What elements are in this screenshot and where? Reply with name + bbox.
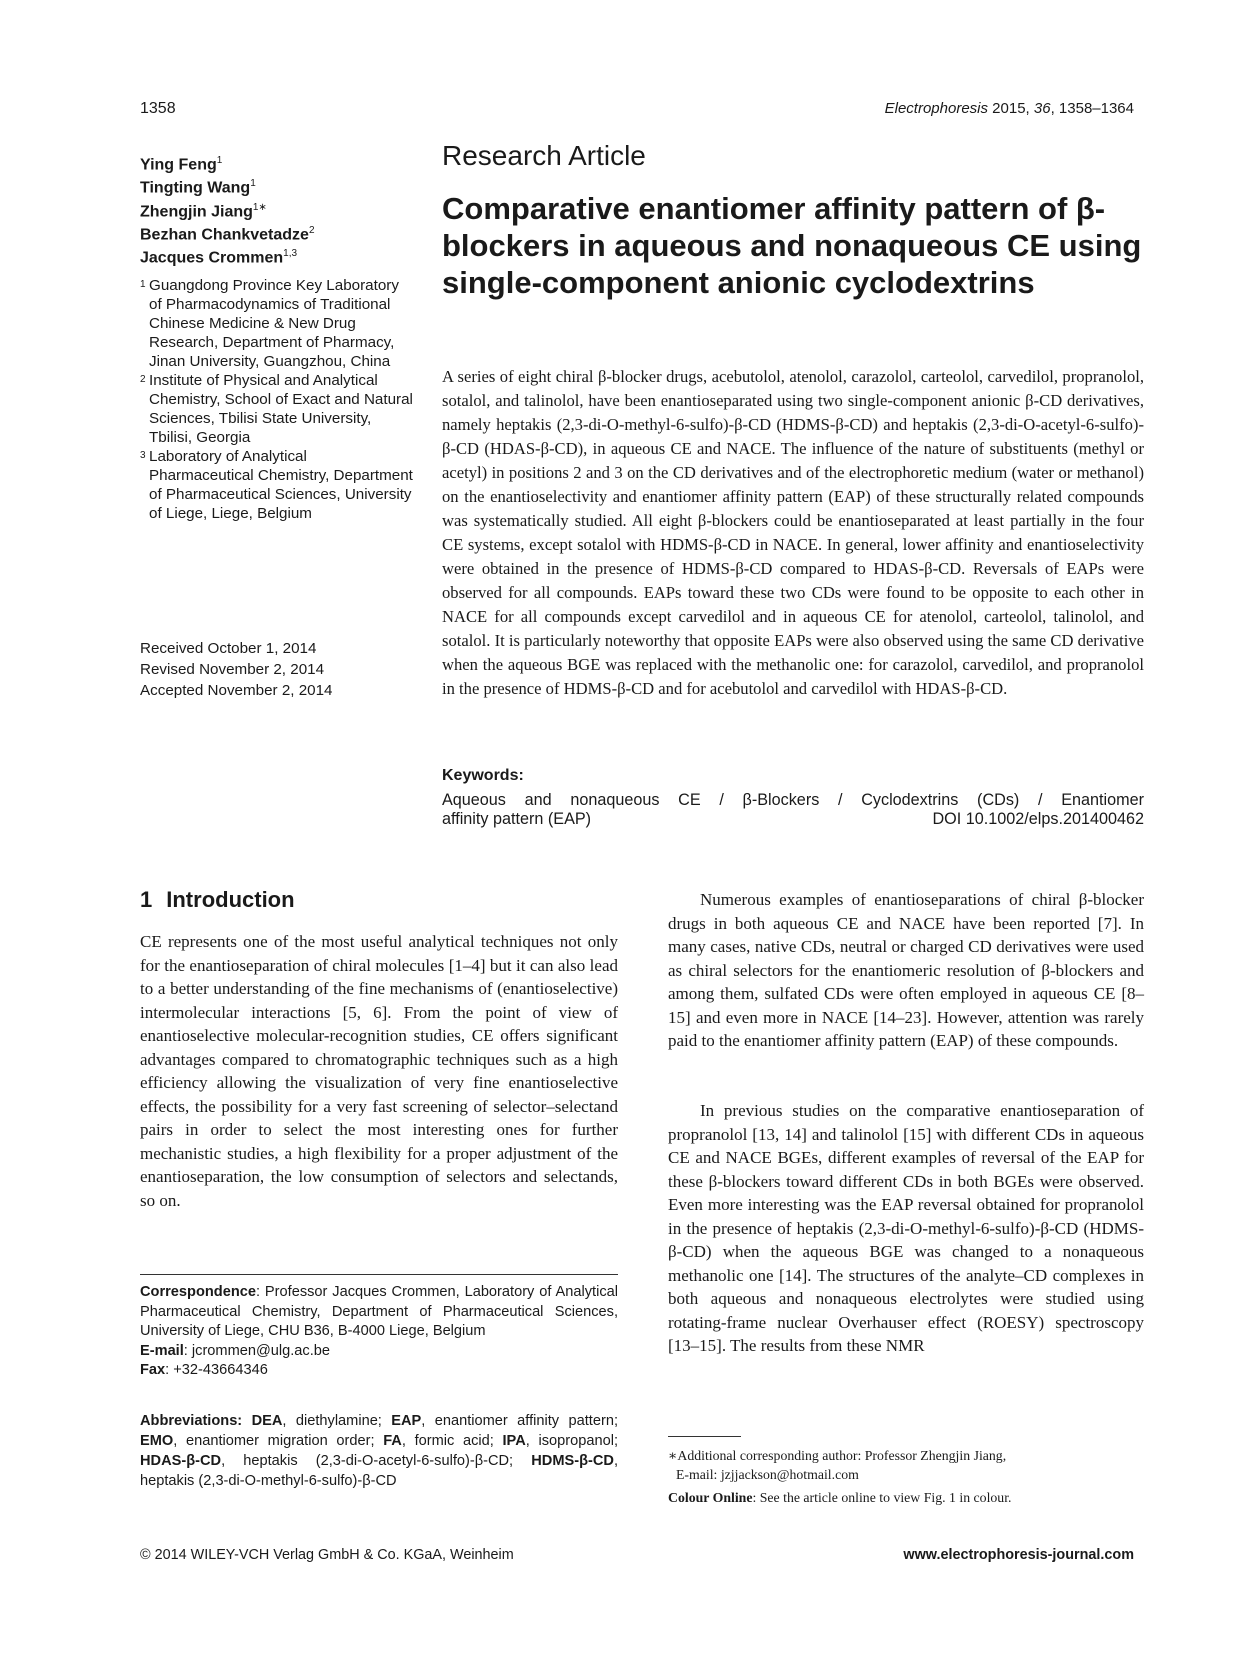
article-title: Comparative enantiomer affinity pattern of β-blockers in aqueous and nonaqueous CE using single-component anionic cyclodextrins: [442, 191, 1142, 300]
page-number: 1358: [140, 100, 176, 117]
section-number: 1: [140, 887, 153, 912]
footnote-corresponding: ∗Additional corresponding author: Professor Zhengjin Jiang, E-mail: jzjjackson@hotmail.com: [668, 1446, 1144, 1484]
article-dates: [140, 638, 333, 701]
author: Jacques Crommen$^{1,3}$: [140, 248, 298, 267]
divider: [140, 1274, 618, 1275]
email: : jcrommen@ulg.ac.be: [183, 1342, 331, 1359]
journal-name: Electrophoresis: [884, 100, 989, 117]
journal-volume: 36: [1033, 100, 1051, 117]
affiliation-list: [140, 276, 415, 523]
email-label: E-mail: [140, 1342, 184, 1359]
article-type: Research Article: [442, 140, 646, 171]
author: Bezhan Chankvetadze$^2$: [140, 224, 315, 244]
section-heading: [140, 887, 295, 913]
body-paragraph: CE represents one of the most useful analytical techniques not only for the enantioseparation of chiral molecules [1–4] but it can also lead to a better understanding of the fine mechanisms of (enantioselective) intermolecular interactions [5, 6]. From the point of view of enantioselective molecular-recognition studies, CE offers significant advantages compared to chromatographic techniques such as a high efficiency allowing the visualization of very fine enantioselective effects, the possibility for a very fast screening of selector–selectand pairs in order to select the most interesting ones for further mechanistic studies, a high flexibility for a proper adjustment of the enantioseparation, the low consumption of selectors and selectands, so on.: [140, 932, 618, 1210]
abstract: A series of eight chiral β-blocker drugs, acebutolol, atenolol, carazolol, carteolol, carvedilol, propranolol, sotalol, and talinolol, have been enantioseparated using two single-component anionic β-CD derivatives, namely heptakis (2,3-di-O-methyl-6-sulfo)-β-CD (HDMS-β-CD) and heptakis (2,3-di-O-acetyl-6-sulfo)-β-CD (HDAS-β-CD), in aqueous CE and NACE. The influence of the nature of substituents (methyl or acetyl) in positions 2 and 3 on the CD derivatives and of the electrophoretic medium (water or methanol) on the enantioselectivity and enantiomer affinity pattern (EAP) of these structurally related compounds was systematically studied. All eight β-blockers could be enantioseparated at least partially in the four CE systems, except sotalol with HDMS-β-CD in NACE. In general, lower affinity and enantioselectivity were obtained in the presence of HDMS-β-CD compared to HDAS-β-CD. Reversals of EAPs were observed for all compounds. EAPs toward these two CDs were found to be opposite to each other in NACE for all compounds except carvedilol and in aqueous CE for atenolol, carteolol, talinolol, and sotalol. It is particularly noteworthy that opposite EAPs were also observed using the same CD derivative when the aqueous BGE was replaced with the methanolic one: for carazolol, carvedilol, and propranolol in the presence of HDMS-β-CD and for acebutolol and carvedilol with HDAS-β-CD.: [442, 367, 1144, 698]
journal-website-link[interactable]: www.electrophoresis-journal.com: [903, 1547, 1134, 1563]
footnote-divider: [668, 1436, 741, 1437]
date-received: Received October 1, 2014: [140, 640, 317, 657]
fax-label: Fax: [140, 1362, 166, 1378]
keywords-text: affinity pattern (EAP): [442, 810, 592, 828]
author: Zhengjin Jiang$^{1∗}$: [140, 201, 267, 220]
affiliation: 3 Laboratory of Analytical Pharmaceutical Chemistry, Department of Pharmaceutical Sciences, University of Liege, Liege, Belgium: [140, 448, 413, 522]
section-title: Introduction: [166, 887, 295, 912]
date-revised: Revised November 2, 2014: [140, 661, 325, 678]
doi: DOI 10.1002/elps.201400462: [932, 810, 1144, 828]
author: Ying Feng$^1$: [140, 155, 223, 174]
affiliation: 1 Guangdong Province Key Laboratory of Pharmacodynamics of Traditional Chinese Medicine & New Drug Research, Department of Pharmacy, Jinan University, Guangzhou, China: [140, 277, 399, 370]
journal-citation: [885, 100, 1134, 117]
abbreviations-label: Abbreviations:: [140, 1413, 243, 1429]
author-list: [140, 151, 420, 268]
affiliation: 2 Institute of Physical and Analytical Chemistry, School of Exact and Natural Sciences, Tbilisi State University, Tbilisi, Georgia: [140, 372, 413, 446]
keywords-line: [442, 810, 1144, 829]
correspondence-label: Correspondence: [140, 1284, 256, 1300]
body-paragraph: Numerous examples of enantioseparations of chiral β-blocker drugs in both aqueous CE and NACE have been reported [7]. In many cases, native CDs, neutral or charged CD derivatives were used as chiral selectors for the enantiomeric resolution of β-blockers and among them, sulfated CDs were often employed in aqueous CE [8–15] and even more in NACE [14–23]. However, attention was rarely paid to the enantiomer affinity pattern (EAP) of these compounds.: [668, 890, 1144, 1050]
footnote-email: E-mail: jzjjackson@hotmail.com: [676, 1467, 859, 1482]
fax: : +32-43664346: [165, 1362, 268, 1378]
keywords-label: Keywords:: [442, 767, 524, 784]
keywords: [442, 791, 1144, 829]
footnote-colour: Colour Online: See the article online to view Fig. 1 in colour.: [668, 1490, 1012, 1505]
author: Tingting Wang$^1$: [140, 178, 256, 197]
copyright: © 2014 WILEY-VCH Verlag GmbH & Co. KGaA, Weinheim: [140, 1547, 514, 1563]
abbreviations: Abbreviations: DEA, diethylamine; EAP, enantiomer affinity pattern; EMO, enantiomer migration order; FA, formic acid; IPA, isopropanol; HDAS-β-CD, heptakis (2,3-di-O-acetyl-6-sulfo)-β-CD; HDMS-β-CD, heptakis (2,3-di-O-methyl-6-sulfo)-β-CD: [140, 1413, 619, 1489]
journal-year: 2015,: [988, 100, 1034, 117]
journal-pages: , 1358–1364: [1050, 100, 1134, 117]
correspondence: Correspondence: Professor Jacques Crommen, Laboratory of Analytical Pharmaceutical Chemistry, Department of Pharmaceutical Sciences, University of Liege, CHU B36, B-4000 Liege, Belgium E-mail: jcrommen@ulg.ac.be Fax: +32-43664346: [140, 1284, 618, 1378]
date-accepted: Accepted November 2, 2014: [140, 682, 333, 699]
body-paragraph: In previous studies on the comparative enantioseparation of propranolol [13, 14] and talinolol [15] with different CDs in aqueous CE and NACE BGEs, different examples of reversal of the EAP for these β-blockers toward different CDs in both BGEs were observed. Even more interesting was the EAP reversal obtained for propranolol in the presence of heptakis (2,3-di-O-methyl-6-sulfo)-β-CD (HDMS-β-CD) when the aqueous BGE was changed to a nonaqueous methanolic one [14]. The structures of the analyte–CD complexes in both aqueous and nonaqueous electrolytes were studied using rotating-frame nuclear Overhauser effect (ROESY) spectroscopy [13–15]. The results from these NMR: [668, 1101, 1144, 1355]
keywords-line: Aqueous and nonaqueous CE / β-Blockers / Cyclodextrins (CDs) / Enantiomer: [442, 791, 1144, 809]
